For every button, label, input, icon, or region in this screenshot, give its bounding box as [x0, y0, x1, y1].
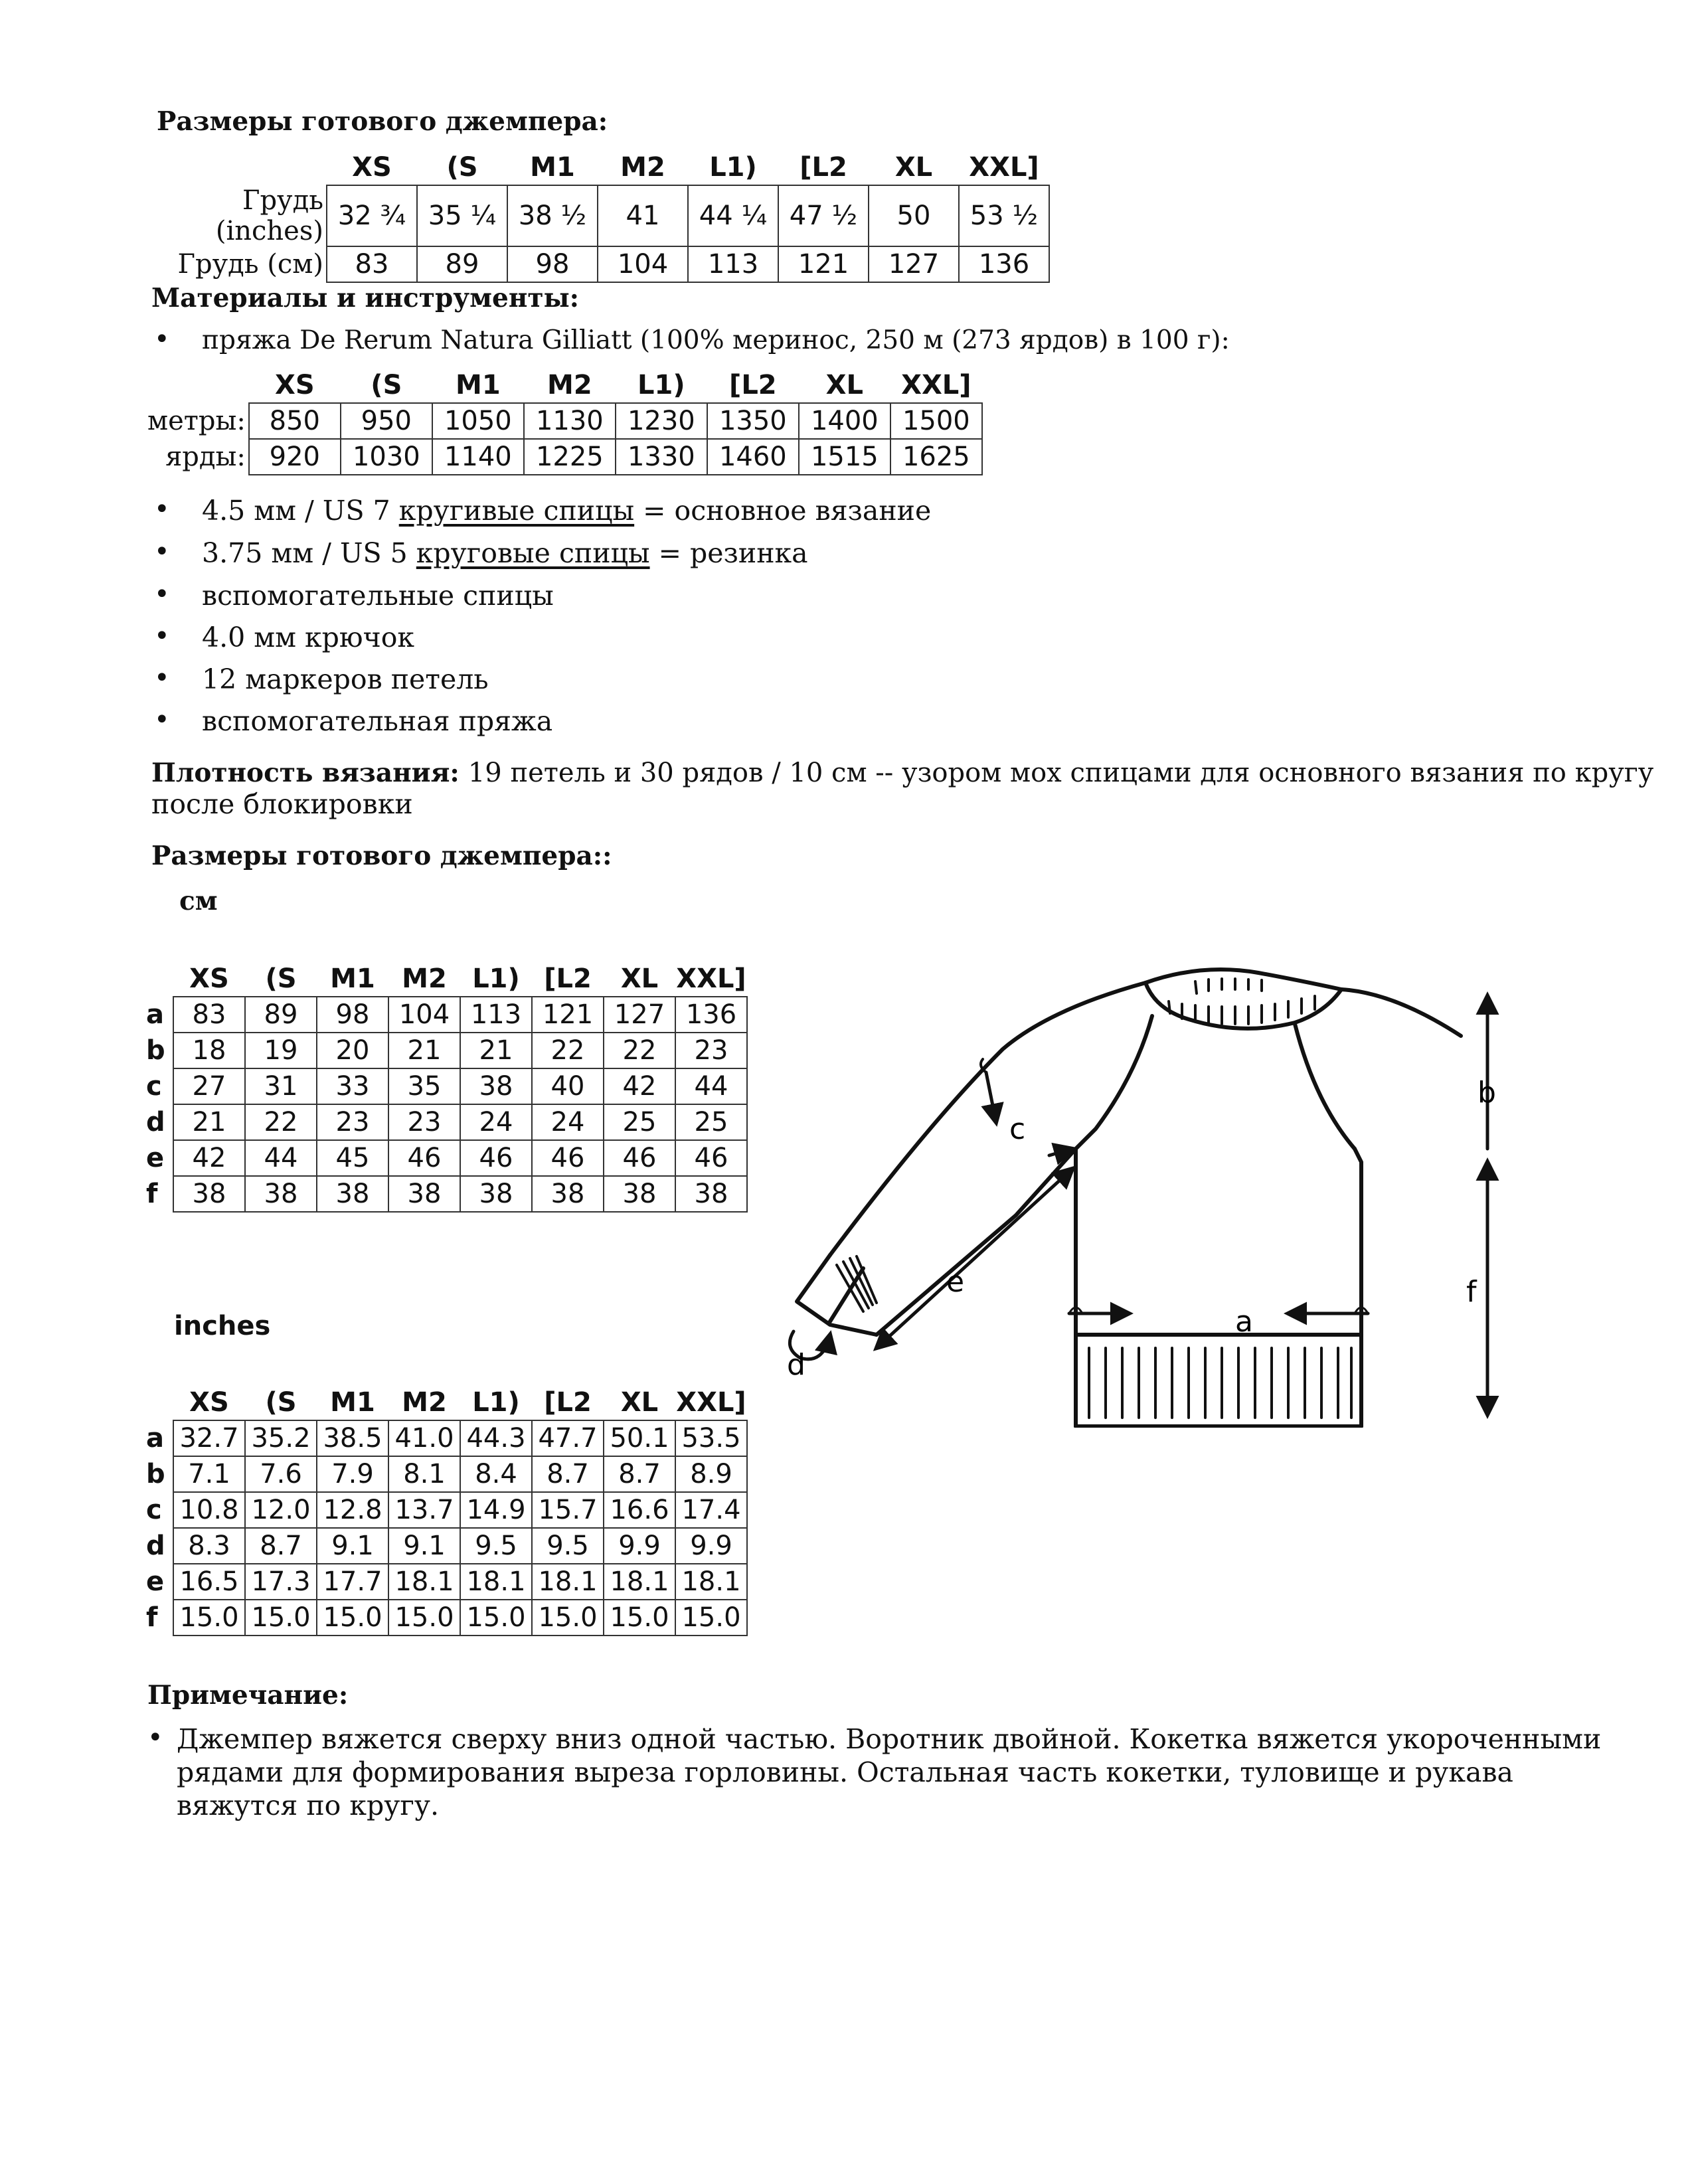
needle-type: кругивые спицы: [398, 495, 635, 527]
size-header: L1): [472, 1387, 520, 1418]
table-row: [146, 1528, 747, 1564]
gauge-text-2: после блокировки: [151, 788, 413, 820]
table-cell: 25: [675, 1104, 747, 1140]
table-cell: 8.7: [245, 1528, 317, 1564]
material-item: 4.0 мм крючок: [202, 622, 415, 653]
table-cell: 22: [604, 1033, 675, 1068]
table-cell: 38: [317, 1176, 388, 1212]
table-cell: 53.5: [675, 1420, 747, 1456]
material-item: вспомогательная пряжа: [202, 705, 553, 737]
note-line-2: рядами для формирования выреза горловины. Остальная часть кокетки, туловище и рукава: [177, 1756, 1513, 1788]
table-row: [146, 1492, 747, 1528]
table-cell: 19: [245, 1033, 317, 1068]
size-header: XS: [189, 964, 229, 994]
table-cell: 20: [317, 1033, 388, 1068]
table-cell: 9.1: [388, 1528, 460, 1564]
inches-label: inches: [174, 1311, 271, 1341]
table-cell: 23: [388, 1104, 460, 1140]
table-cell: 44: [675, 1068, 747, 1104]
table-cell: 18.1: [675, 1564, 747, 1600]
table-cell: 18.1: [460, 1564, 532, 1600]
table-cell: 1400: [799, 403, 890, 439]
table-cell: 38: [460, 1176, 532, 1212]
table-cell: 53 ½: [959, 185, 1049, 246]
size-header: M2: [402, 964, 447, 994]
label-d: d: [787, 1348, 805, 1382]
label-e: e: [946, 1265, 965, 1299]
table-cell: 9.1: [317, 1528, 388, 1564]
table-cell: 920: [249, 439, 341, 475]
table-cell: 35: [388, 1068, 460, 1104]
table-cell: 1330: [616, 439, 707, 475]
finished-measurements-heading: Размеры готового джемпера::: [151, 841, 612, 871]
table-cell: 127: [869, 246, 959, 282]
table-cell: 89: [245, 997, 317, 1033]
size-header: M1: [330, 1387, 375, 1418]
table-cell: 17.7: [317, 1564, 388, 1600]
measurement-key: c: [146, 1495, 162, 1525]
table-cell: 46: [675, 1140, 747, 1176]
table-cell: 8.1: [388, 1456, 460, 1492]
size-header: M2: [620, 152, 665, 183]
table-cell: 35 ¼: [417, 185, 507, 246]
table-cell: 89: [417, 246, 507, 282]
sleeve-bottom: [877, 1149, 1076, 1335]
table-cell: 8.9: [675, 1456, 747, 1492]
size-header: XL: [825, 370, 863, 400]
table-cell: 8.3: [173, 1528, 245, 1564]
table-cell: 38: [245, 1176, 317, 1212]
size-header: XS: [189, 1387, 229, 1418]
table-cell: 1030: [341, 439, 432, 475]
table-cell: 33: [317, 1068, 388, 1104]
table-cell: 15.0: [675, 1600, 747, 1636]
table-cell: 1350: [707, 403, 799, 439]
table-row: [146, 1420, 747, 1456]
measurement-key: a: [146, 999, 164, 1030]
table-cell: 1625: [890, 439, 982, 475]
table-cell: 850: [249, 403, 341, 439]
size-header: [L2: [544, 964, 592, 994]
table-row: [146, 1140, 747, 1176]
table-cell: 35.2: [245, 1420, 317, 1456]
table-cell: 15.0: [317, 1600, 388, 1636]
table-cell: 16.5: [173, 1564, 245, 1600]
measurement-key: b: [146, 1459, 165, 1489]
table-cell: 38: [532, 1176, 604, 1212]
table-cell: 17.4: [675, 1492, 747, 1528]
table-cell: 7.9: [317, 1456, 388, 1492]
table-cell: 40: [532, 1068, 604, 1104]
yarn-amount-table: [147, 368, 983, 475]
table-cell: 44.3: [460, 1420, 532, 1456]
table-cell: 18: [173, 1033, 245, 1068]
table-cell: 38: [675, 1176, 747, 1212]
right-raglan: [1295, 1024, 1355, 1149]
size-header: (S: [446, 152, 478, 183]
measurement-key: d: [146, 1107, 165, 1137]
table-cell: 44 ¼: [688, 185, 778, 246]
table-cell: 1460: [707, 439, 799, 475]
table-cell: 83: [173, 997, 245, 1033]
size-header: M2: [402, 1387, 447, 1418]
bullet: •: [154, 663, 170, 693]
yarn-description: пряжа De Rerum Natura Gilliatt (100% меринос, 250 м (273 ярдов) в 100 г):: [202, 325, 1230, 355]
table-cell: 38: [388, 1176, 460, 1212]
table-cell: 46: [604, 1140, 675, 1176]
table-row: [146, 997, 747, 1033]
label-b: b: [1477, 1076, 1496, 1110]
table-cell: 47.7: [532, 1420, 604, 1456]
table-cell: 23: [675, 1033, 747, 1068]
table-row: [146, 1176, 747, 1212]
table-cell: 44: [245, 1140, 317, 1176]
table-cell: 22: [532, 1033, 604, 1068]
table-cell: 113: [688, 246, 778, 282]
table-row: [146, 1564, 747, 1600]
row-label: Грудь (см): [177, 249, 323, 280]
label-f: f: [1466, 1275, 1477, 1309]
size-header: XXL]: [676, 1387, 746, 1418]
size-header: M1: [330, 964, 375, 994]
material-item: 12 маркеров петель: [202, 663, 489, 695]
size-header: XXL]: [676, 964, 746, 994]
label-a: a: [1235, 1305, 1253, 1339]
table-cell: 7.6: [245, 1456, 317, 1492]
bullet: •: [154, 579, 170, 610]
note-heading: Примечание:: [147, 1680, 349, 1711]
size-header: XL: [620, 964, 659, 994]
size-header: XS: [275, 370, 315, 400]
table-cell: 46: [388, 1140, 460, 1176]
table-cell: 42: [173, 1140, 245, 1176]
collar-inner: [1145, 983, 1341, 1029]
table-cell: 98: [507, 246, 598, 282]
row-label: метры:: [147, 406, 246, 436]
table-cell: 9.9: [604, 1528, 675, 1564]
left-raglan: [1076, 1016, 1152, 1149]
measurement-key: d: [146, 1531, 165, 1561]
bullet: •: [154, 621, 170, 651]
table-cell: 18.1: [388, 1564, 460, 1600]
size-header: L1): [472, 964, 520, 994]
size-header: XL: [894, 152, 933, 183]
table-cell: 50.1: [604, 1420, 675, 1456]
table-cell: 121: [778, 246, 869, 282]
row-label: Грудь (inches): [215, 185, 323, 246]
table-cell: 42: [604, 1068, 675, 1104]
table-cell: 14.9: [460, 1492, 532, 1528]
cm-label: см: [179, 886, 218, 916]
table-cell: 17.3: [245, 1564, 317, 1600]
size-header: M1: [456, 370, 501, 400]
needle-type: круговые спицы: [416, 537, 650, 569]
size-header: XL: [620, 1387, 659, 1418]
measurement-key: e: [146, 1143, 165, 1173]
needle-use: = основное вязание: [634, 495, 932, 527]
size-header: L1): [709, 152, 757, 183]
gauge-line: [151, 756, 1653, 790]
table-cell: 104: [388, 997, 460, 1033]
note-line-3: вяжутся по кругу.: [177, 1790, 440, 1821]
size-header: M2: [547, 370, 592, 400]
table-cell: 21: [388, 1033, 460, 1068]
table-cell: 1230: [616, 403, 707, 439]
needle-item: [202, 537, 808, 570]
table-cell: 8.4: [460, 1456, 532, 1492]
table-cell: 47 ½: [778, 185, 869, 246]
measurement-key: b: [146, 1035, 165, 1066]
table-cell: 18.1: [604, 1564, 675, 1600]
table-cell: 13.7: [388, 1492, 460, 1528]
table-row: [146, 1600, 747, 1636]
right-side: [1355, 1149, 1361, 1426]
size-header: [L2: [544, 1387, 592, 1418]
size-header: (S: [265, 1387, 297, 1418]
needle-size: 3.75 мм / US 5: [202, 537, 416, 569]
bullet: •: [147, 1722, 163, 1753]
sweater-schematic: [764, 950, 1514, 1428]
needle-use: = резинка: [649, 537, 808, 569]
bullet: •: [154, 324, 170, 355]
table-cell: 136: [959, 246, 1049, 282]
table-row: [146, 1068, 747, 1104]
materials-heading: Материалы и инструменты:: [151, 283, 580, 313]
measurement-key: c: [146, 1071, 162, 1102]
table-cell: 127: [604, 997, 675, 1033]
table-cell: 136: [675, 997, 747, 1033]
size-header: [L2: [729, 370, 777, 400]
table-cell: 113: [460, 997, 532, 1033]
table-cell: 38: [173, 1176, 245, 1212]
size-header: M1: [530, 152, 575, 183]
size-header: XXL]: [969, 152, 1039, 183]
table-cell: 1050: [432, 403, 524, 439]
table-cell: 38: [460, 1068, 532, 1104]
size-header: XXL]: [901, 370, 971, 400]
table-cell: 8.7: [532, 1456, 604, 1492]
table-cell: 98: [317, 997, 388, 1033]
table-cell: 15.0: [532, 1600, 604, 1636]
table-cell: 38 ½: [507, 185, 598, 246]
table-cell: 15.0: [388, 1600, 460, 1636]
table-cell: 12.8: [317, 1492, 388, 1528]
table-row: [146, 1456, 747, 1492]
table-cell: 21: [460, 1033, 532, 1068]
table-cell: 41: [598, 185, 688, 246]
label-c: c: [1009, 1112, 1026, 1146]
table-cell: 24: [460, 1104, 532, 1140]
material-item: вспомогательные спицы: [202, 580, 554, 612]
right-shoulder: [1341, 989, 1461, 1036]
table-cell: 46: [532, 1140, 604, 1176]
table-cell: 38: [604, 1176, 675, 1212]
row-label: ярды:: [165, 442, 246, 472]
table-cell: 27: [173, 1068, 245, 1104]
table-cell: 31: [245, 1068, 317, 1104]
size-header: L1): [637, 370, 685, 400]
table-cell: 1500: [890, 403, 982, 439]
table-cell: 9.9: [675, 1528, 747, 1564]
table-cell: 21: [173, 1104, 245, 1140]
bullet: •: [154, 494, 170, 525]
measurement-key: e: [146, 1566, 165, 1597]
table-cell: 121: [532, 997, 604, 1033]
table-cell: 38.5: [317, 1420, 388, 1456]
table-cell: 18.1: [532, 1564, 604, 1600]
table-cell: 1140: [432, 439, 524, 475]
gauge-label: Плотность вязания:: [151, 758, 460, 788]
gauge-text: 19 петель и 30 рядов / 10 см -- узором мох спицами для основного вязания по кругу: [467, 758, 1654, 788]
table-cell: 1225: [524, 439, 616, 475]
table-cell: 46: [460, 1140, 532, 1176]
table-cell: 1515: [799, 439, 890, 475]
table-cell: 23: [317, 1104, 388, 1140]
measurements-cm-table: [146, 962, 748, 1213]
measurement-key: a: [146, 1423, 164, 1454]
table-cell: 50: [869, 185, 959, 246]
table-cell: 45: [317, 1140, 388, 1176]
table-cell: 15.0: [604, 1600, 675, 1636]
table-cell: 9.5: [532, 1528, 604, 1564]
bullet: •: [154, 705, 170, 735]
table-cell: 15.0: [245, 1600, 317, 1636]
table-cell: 25: [604, 1104, 675, 1140]
collar-outer: [1145, 969, 1341, 989]
table-cell: 24: [532, 1104, 604, 1140]
table-cell: 83: [327, 246, 417, 282]
bullet: •: [154, 537, 170, 567]
size-header: (S: [265, 964, 297, 994]
measurements-inch-table: [146, 1385, 748, 1636]
table-cell: 1130: [524, 403, 616, 439]
chest-size-table: [151, 150, 1050, 283]
table-cell: 15.0: [460, 1600, 532, 1636]
size-header: (S: [371, 370, 402, 400]
table-cell: 15.7: [532, 1492, 604, 1528]
needle-size: 4.5 мм / US 7: [202, 495, 399, 527]
measurement-key: f: [146, 1179, 158, 1209]
table-cell: 22: [245, 1104, 317, 1140]
table-cell: 7.1: [173, 1456, 245, 1492]
sleeve-top: [830, 983, 1145, 1255]
table-cell: 8.7: [604, 1456, 675, 1492]
table-cell: 9.5: [460, 1528, 532, 1564]
table-cell: 32 ¾: [327, 185, 417, 246]
table-cell: 41.0: [388, 1420, 460, 1456]
table-cell: 950: [341, 403, 432, 439]
note-line-1: Джемпер вяжется сверху вниз одной частью. Воротник двойной. Кокетка вяжется укороченными: [177, 1723, 1602, 1755]
measurement-key: f: [146, 1602, 158, 1633]
table-cell: 16.6: [604, 1492, 675, 1528]
table-cell: 104: [598, 246, 688, 282]
table-cell: 32.7: [173, 1420, 245, 1456]
table-cell: 12.0: [245, 1492, 317, 1528]
table-row: [146, 1033, 747, 1068]
size-header: XS: [352, 152, 392, 183]
table-cell: 15.0: [173, 1600, 245, 1636]
table-cell: 10.8: [173, 1492, 245, 1528]
table-row: [146, 1104, 747, 1140]
needle-item: [202, 494, 931, 527]
size-header: [L2: [800, 152, 847, 183]
finished-size-heading: Размеры готового джемпера:: [157, 106, 608, 137]
